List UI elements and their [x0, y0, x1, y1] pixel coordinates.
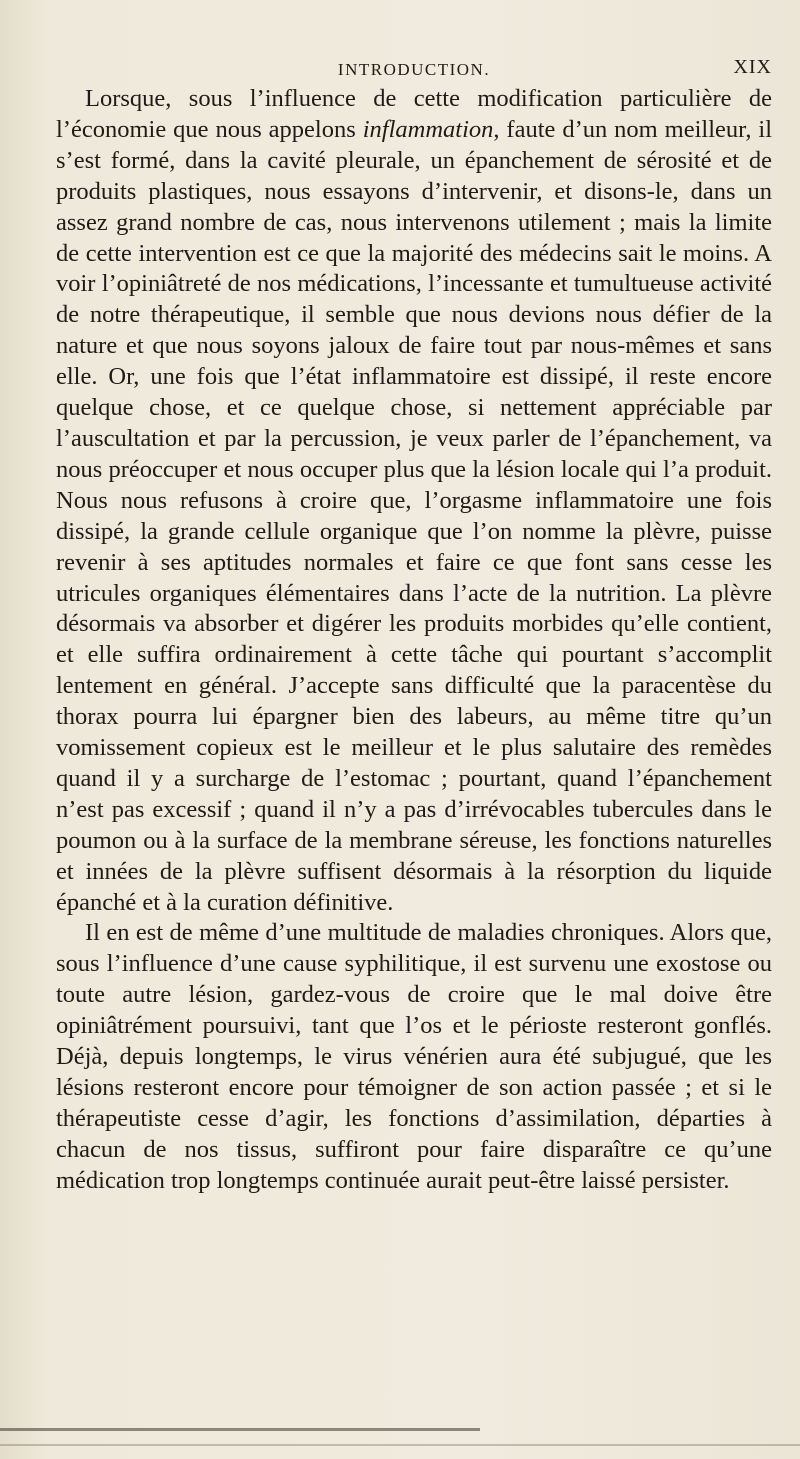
- running-title: INTRODUCTION.: [337, 60, 491, 79]
- page-edge-line: [0, 1444, 800, 1446]
- page-edge-shadow: [0, 1428, 480, 1431]
- running-head: [56, 56, 772, 82]
- italic-term: inflammation: [362, 115, 494, 143]
- paragraph-2: Il en est de même d’une multitude de maladies chroniques. Alors que, sous l’influence d’une cause syphilitique, il est survenu une exostose ou toute autre lésion, gardez-vous de croire que le mal doive être opiniâtrément poursuivi, tant que l’os et le périoste resteront gonflés. Déjà, depuis longtemps, le virus vénérien aura été subjugué, que les lésions resteront encore pour témoigner de son action passée ; et si le thérapeutiste cesse d’agir, les fonctions d’assimilation, départies à chacun de nos tissus, suffiront pour faire disparaître ce qu’une médication trop longtemps continuée aurait peut-être laissé persister.: [56, 919, 772, 1194]
- page-number: XIX: [733, 56, 772, 78]
- body-text: [56, 84, 772, 1197]
- paragraph-1-start: Lorsque, sous l’influence de cette modification particulière de l’économie que nous appelons: [56, 85, 772, 143]
- paragraph-1-rest: , faute d’un nom meilleur, il s’est formé, dans la cavité pleurale, un épanchement de sérosité et de produits plastiques, nous essayons d’intervenir, et disons-le, dans un assez grand nombre de cas, nous intervenons utilement ; mais la limite de cette intervention est ce que la majorité des médecins sait le moins. A voir l’opiniâtreté de nos médications, l’incessante et tumultueuse activité de notre thérapeutique, il semble que nous devions nous défier de la nature et que nous soyons jaloux de faire tout par nous-mêmes et sans elle. Or, une fois que l’état inflammatoire est dissipé, il reste encore quelque chose, et ce quelque chose, si nettement appréciable par l’auscultation et par la percussion, je veux parler de l’épanchement, va nous préoccuper et nous occuper plus que la lésion locale qui l’a produit. Nous nous refusons à croire que, l’orgasme inflammatoire une fois dissipé, la grande cellule organique que l’on nomme la plèvre, puisse revenir à ses aptitudes normales et faire ce que font sans cesse les utricules organiques élémentaires dans l’acte de la nutrition. La plèvre désormais va absorber et digérer les produits morbides qu’elle contient, et elle suffira ordinairement à cette tâche qui pourtant s’accomplit lentement en général. J’accepte sans difficulté que la paracentèse du thorax pourra lui épargner bien des labeurs, au même titre qu’un vomissement copieux est le meilleur et le plus salutaire des remèdes quand il y a surcharge de l’estomac ; pourtant, quand l’épanchement n’est pas excessif ; quand il n’y a pas d’irrévocables tubercules dans le poumon ou à la surface de la membrane séreuse, les fonctions naturelles et innées de la plèvre suffisent désormais à la résorption du liquide épanché et à la curation définitive.: [56, 115, 773, 916]
- paragraph-1: [56, 84, 772, 918]
